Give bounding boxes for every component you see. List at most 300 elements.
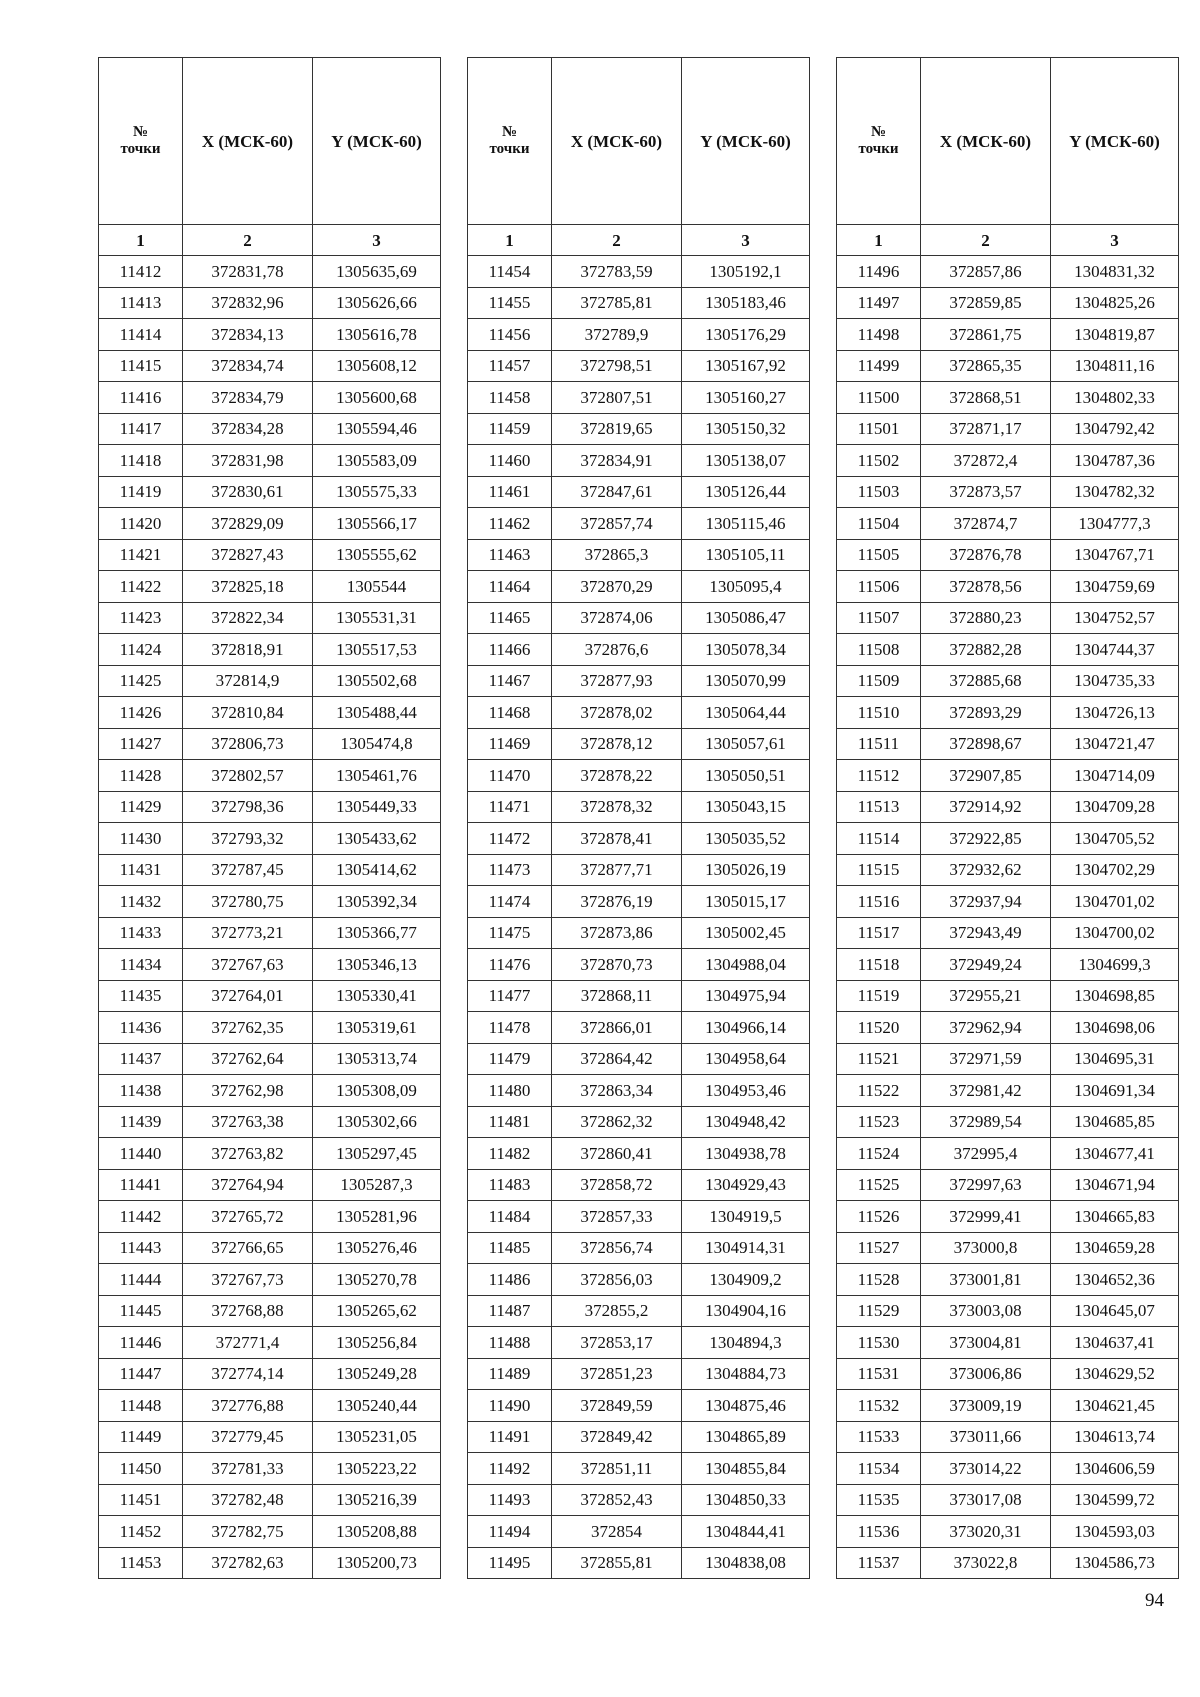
table-row: [837, 382, 1179, 414]
point-number-cell: 11422: [99, 571, 183, 603]
table-row: [468, 854, 810, 886]
x-coordinate-cell: 372834,13: [183, 319, 313, 351]
x-coordinate-cell: 372783,59: [552, 256, 682, 288]
point-number-cell: 11491: [468, 1421, 552, 1453]
point-number-cell: 11418: [99, 445, 183, 477]
x-coordinate-cell: 372877,93: [552, 665, 682, 697]
x-coordinate-cell: 372999,41: [921, 1201, 1051, 1233]
point-number-cell: 11473: [468, 854, 552, 886]
table-row: [468, 1012, 810, 1044]
table-row: [99, 760, 441, 792]
y-coordinate-cell: 1305346,13: [313, 949, 441, 981]
x-coordinate-cell: 372787,45: [183, 854, 313, 886]
point-number-cell: 11522: [837, 1075, 921, 1107]
table-row: [99, 949, 441, 981]
point-number-cell: 11512: [837, 760, 921, 792]
x-coordinate-cell: 372855,81: [552, 1547, 682, 1579]
table-row: [99, 634, 441, 666]
y-coordinate-cell: 1304875,46: [682, 1390, 810, 1422]
x-coordinate-cell: 372832,96: [183, 287, 313, 319]
table-row: [99, 571, 441, 603]
y-coordinate-cell: 1304699,3: [1051, 949, 1179, 981]
x-coordinate-cell: 372876,6: [552, 634, 682, 666]
point-number-cell: 11426: [99, 697, 183, 729]
point-number-cell: 11493: [468, 1484, 552, 1516]
table-row: [468, 1169, 810, 1201]
x-coordinate-cell: 372766,65: [183, 1232, 313, 1264]
y-coordinate-cell: 1305319,61: [313, 1012, 441, 1044]
x-coordinate-cell: 372880,23: [921, 602, 1051, 634]
table-row: [837, 1421, 1179, 1453]
x-header: X (МСК-60): [552, 58, 682, 225]
column-index-cell: 3: [1051, 225, 1179, 256]
y-coordinate-cell: 1304884,73: [682, 1358, 810, 1390]
table-row: [837, 1138, 1179, 1170]
point-number-cell: 11536: [837, 1516, 921, 1548]
x-coordinate-cell: 372955,21: [921, 980, 1051, 1012]
x-coordinate-cell: 372763,82: [183, 1138, 313, 1170]
x-coordinate-cell: 372834,74: [183, 350, 313, 382]
table-row: [468, 697, 810, 729]
x-coordinate-cell: 372872,4: [921, 445, 1051, 477]
x-coordinate-cell: 372907,85: [921, 760, 1051, 792]
coordinates-table-1: [98, 57, 441, 1579]
table-row: [468, 980, 810, 1012]
point-number-cell: 11498: [837, 319, 921, 351]
table-row: [468, 1421, 810, 1453]
y-coordinate-cell: 1304855,84: [682, 1453, 810, 1485]
y-coordinate-cell: 1304909,2: [682, 1264, 810, 1296]
point-number-cell: 11517: [837, 917, 921, 949]
y-coordinate-cell: 1305183,46: [682, 287, 810, 319]
point-number-cell: 11449: [99, 1421, 183, 1453]
table-row: [837, 949, 1179, 981]
point-number-cell: 11483: [468, 1169, 552, 1201]
point-number-cell: 11458: [468, 382, 552, 414]
point-header-label: точки: [489, 141, 530, 157]
column-index-cell: 3: [682, 225, 810, 256]
point-header-sign: №: [501, 124, 518, 140]
y-coordinate-cell: 1304787,36: [1051, 445, 1179, 477]
x-coordinate-cell: 372762,64: [183, 1043, 313, 1075]
x-coordinate-cell: 372798,51: [552, 350, 682, 382]
y-coordinate-cell: 1305461,76: [313, 760, 441, 792]
x-coordinate-cell: 372776,88: [183, 1390, 313, 1422]
table-row: [468, 1390, 810, 1422]
table-row: [99, 728, 441, 760]
table-row: [468, 1484, 810, 1516]
x-coordinate-cell: 372868,51: [921, 382, 1051, 414]
point-number-cell: 11415: [99, 350, 183, 382]
point-number-cell: 11414: [99, 319, 183, 351]
table-row: [468, 886, 810, 918]
x-coordinate-cell: 372898,67: [921, 728, 1051, 760]
table-row: [468, 791, 810, 823]
table-row: [99, 1327, 441, 1359]
table-row: [837, 445, 1179, 477]
y-coordinate-cell: 1304767,71: [1051, 539, 1179, 571]
y-coordinate-cell: 1305078,34: [682, 634, 810, 666]
x-coordinate-cell: 372893,29: [921, 697, 1051, 729]
x-coordinate-cell: 372882,28: [921, 634, 1051, 666]
x-coordinate-cell: 372781,33: [183, 1453, 313, 1485]
x-coordinate-cell: 372876,78: [921, 539, 1051, 571]
table-row: [837, 539, 1179, 571]
x-coordinate-cell: 372857,74: [552, 508, 682, 540]
y-coordinate-cell: 1305297,45: [313, 1138, 441, 1170]
point-number-cell: 11528: [837, 1264, 921, 1296]
x-coordinate-cell: 373014,22: [921, 1453, 1051, 1485]
y-coordinate-cell: 1304752,57: [1051, 602, 1179, 634]
table-row: [99, 980, 441, 1012]
point-number-cell: 11534: [837, 1453, 921, 1485]
y-header: Y (МСК-60): [1051, 58, 1179, 225]
column-index-cell: 1: [468, 225, 552, 256]
point-number-cell: 11526: [837, 1201, 921, 1233]
y-coordinate-cell: 1304701,02: [1051, 886, 1179, 918]
y-coordinate-cell: 1304811,16: [1051, 350, 1179, 382]
point-number-cell: 11476: [468, 949, 552, 981]
table-row: [468, 445, 810, 477]
point-number-cell: 11521: [837, 1043, 921, 1075]
table-row: [837, 728, 1179, 760]
x-coordinate-cell: 372831,78: [183, 256, 313, 288]
x-coordinate-cell: 372779,45: [183, 1421, 313, 1453]
table-row: [837, 634, 1179, 666]
point-number-cell: 11459: [468, 413, 552, 445]
y-coordinate-cell: 1304586,73: [1051, 1547, 1179, 1579]
point-number-cell: 11471: [468, 791, 552, 823]
table-row: [468, 634, 810, 666]
point-number-cell: 11484: [468, 1201, 552, 1233]
y-coordinate-cell: 1304645,07: [1051, 1295, 1179, 1327]
point-number-cell: 11467: [468, 665, 552, 697]
point-number-cell: 11429: [99, 791, 183, 823]
y-coordinate-cell: 1305287,3: [313, 1169, 441, 1201]
point-number-cell: 11535: [837, 1484, 921, 1516]
x-coordinate-cell: 372854: [552, 1516, 682, 1548]
coordinates-table-2: [467, 57, 810, 1579]
x-coordinate-cell: 373000,8: [921, 1232, 1051, 1264]
x-coordinate-cell: 372762,35: [183, 1012, 313, 1044]
x-coordinate-cell: 372878,56: [921, 571, 1051, 603]
x-coordinate-cell: 372782,48: [183, 1484, 313, 1516]
x-coordinate-cell: 372834,91: [552, 445, 682, 477]
point-number-cell: 11433: [99, 917, 183, 949]
table-row: [468, 1264, 810, 1296]
y-coordinate-cell: 1305086,47: [682, 602, 810, 634]
x-coordinate-cell: 372971,59: [921, 1043, 1051, 1075]
x-coordinate-cell: 372857,33: [552, 1201, 682, 1233]
x-coordinate-cell: 373003,08: [921, 1295, 1051, 1327]
y-coordinate-cell: 1305616,78: [313, 319, 441, 351]
y-coordinate-cell: 1305231,05: [313, 1421, 441, 1453]
y-coordinate-cell: 1304966,14: [682, 1012, 810, 1044]
y-coordinate-cell: 1305575,33: [313, 476, 441, 508]
x-coordinate-cell: 372762,98: [183, 1075, 313, 1107]
table-row: [468, 602, 810, 634]
y-coordinate-cell: 1304904,16: [682, 1295, 810, 1327]
point-header-label: точки: [120, 141, 161, 157]
y-coordinate-cell: 1304838,08: [682, 1547, 810, 1579]
y-coordinate-cell: 1305474,8: [313, 728, 441, 760]
x-coordinate-cell: 372806,73: [183, 728, 313, 760]
y-coordinate-cell: 1304948,42: [682, 1106, 810, 1138]
table-row: [99, 1390, 441, 1422]
table-row: [99, 476, 441, 508]
y-coordinate-cell: 1305449,33: [313, 791, 441, 823]
table-row: [99, 1484, 441, 1516]
table-row: [99, 823, 441, 855]
x-coordinate-cell: 372798,36: [183, 791, 313, 823]
x-coordinate-cell: 372981,42: [921, 1075, 1051, 1107]
table-row: [837, 1106, 1179, 1138]
y-header: Y (МСК-60): [682, 58, 810, 225]
point-number-cell: 11466: [468, 634, 552, 666]
point-number-cell: 11481: [468, 1106, 552, 1138]
x-header: X (МСК-60): [921, 58, 1051, 225]
point-number-cell: 11412: [99, 256, 183, 288]
point-number-cell: 11487: [468, 1295, 552, 1327]
y-coordinate-cell: 1305517,53: [313, 634, 441, 666]
y-coordinate-cell: 1305200,73: [313, 1547, 441, 1579]
point-number-cell: 11436: [99, 1012, 183, 1044]
column-index-cell: 1: [837, 225, 921, 256]
point-number-cell: 11477: [468, 980, 552, 1012]
point-number-cell: 11525: [837, 1169, 921, 1201]
point-number-cell: 11442: [99, 1201, 183, 1233]
point-number-cell: 11478: [468, 1012, 552, 1044]
y-coordinate-cell: 1305138,07: [682, 445, 810, 477]
x-coordinate-cell: 372878,32: [552, 791, 682, 823]
point-number-cell: 11455: [468, 287, 552, 319]
table-row: [99, 1358, 441, 1390]
table-row: [468, 760, 810, 792]
point-number-header: [468, 58, 552, 225]
y-coordinate-cell: 1305249,28: [313, 1358, 441, 1390]
x-coordinate-cell: 372868,11: [552, 980, 682, 1012]
y-coordinate-cell: 1305150,32: [682, 413, 810, 445]
table-row: [468, 382, 810, 414]
x-coordinate-cell: 372873,86: [552, 917, 682, 949]
x-coordinate-cell: 372822,34: [183, 602, 313, 634]
x-coordinate-cell: 372818,91: [183, 634, 313, 666]
table-row: [99, 1169, 441, 1201]
point-number-cell: 11532: [837, 1390, 921, 1422]
x-coordinate-cell: 372855,2: [552, 1295, 682, 1327]
y-coordinate-cell: 1304975,94: [682, 980, 810, 1012]
column-index-row: [468, 225, 810, 256]
table-row: [837, 602, 1179, 634]
table-row: [837, 1169, 1179, 1201]
point-number-cell: 11504: [837, 508, 921, 540]
x-coordinate-cell: 372852,43: [552, 1484, 682, 1516]
point-number-cell: 11485: [468, 1232, 552, 1264]
x-coordinate-cell: 373022,8: [921, 1547, 1051, 1579]
x-coordinate-cell: 372859,85: [921, 287, 1051, 319]
point-number-cell: 11416: [99, 382, 183, 414]
x-coordinate-cell: 372793,32: [183, 823, 313, 855]
y-coordinate-cell: 1305160,27: [682, 382, 810, 414]
table-row: [837, 1358, 1179, 1390]
point-number-cell: 11447: [99, 1358, 183, 1390]
x-coordinate-cell: 372995,4: [921, 1138, 1051, 1170]
y-coordinate-cell: 1305043,15: [682, 791, 810, 823]
y-coordinate-cell: 1304613,74: [1051, 1421, 1179, 1453]
x-coordinate-cell: 372870,29: [552, 571, 682, 603]
x-coordinate-cell: 372873,57: [921, 476, 1051, 508]
table-row: [99, 413, 441, 445]
y-coordinate-cell: 1305414,62: [313, 854, 441, 886]
y-coordinate-cell: 1305026,19: [682, 854, 810, 886]
x-coordinate-cell: 373009,19: [921, 1390, 1051, 1422]
x-coordinate-cell: 372782,63: [183, 1547, 313, 1579]
table-row: [468, 1453, 810, 1485]
point-number-cell: 11424: [99, 634, 183, 666]
table-row: [99, 1516, 441, 1548]
x-coordinate-cell: 372874,7: [921, 508, 1051, 540]
x-coordinate-cell: 373020,31: [921, 1516, 1051, 1548]
table-row: [468, 1106, 810, 1138]
point-number-cell: 11505: [837, 539, 921, 571]
point-number-cell: 11490: [468, 1390, 552, 1422]
x-coordinate-cell: 372962,94: [921, 1012, 1051, 1044]
x-coordinate-cell: 372877,71: [552, 854, 682, 886]
y-coordinate-cell: 1305223,22: [313, 1453, 441, 1485]
point-number-cell: 11437: [99, 1043, 183, 1075]
y-coordinate-cell: 1304894,3: [682, 1327, 810, 1359]
point-number-cell: 11513: [837, 791, 921, 823]
y-coordinate-cell: 1304929,43: [682, 1169, 810, 1201]
point-number-cell: 11438: [99, 1075, 183, 1107]
point-number-cell: 11523: [837, 1106, 921, 1138]
table-row: [468, 413, 810, 445]
table-row: [468, 508, 810, 540]
x-coordinate-cell: 372856,03: [552, 1264, 682, 1296]
point-number-cell: 11430: [99, 823, 183, 855]
table-row: [468, 949, 810, 981]
point-number-cell: 11489: [468, 1358, 552, 1390]
y-coordinate-cell: 1305216,39: [313, 1484, 441, 1516]
table-row: [99, 539, 441, 571]
point-number-cell: 11462: [468, 508, 552, 540]
x-coordinate-cell: 372864,42: [552, 1043, 682, 1075]
point-header-sign: №: [870, 124, 887, 140]
table-row: [99, 382, 441, 414]
point-number-cell: 11432: [99, 886, 183, 918]
table-row: [99, 697, 441, 729]
y-coordinate-cell: 1305281,96: [313, 1201, 441, 1233]
table-row: [99, 350, 441, 382]
table-row: [837, 571, 1179, 603]
point-number-cell: 11500: [837, 382, 921, 414]
table-row: [837, 760, 1179, 792]
x-coordinate-cell: 372827,43: [183, 539, 313, 571]
y-coordinate-cell: 1304988,04: [682, 949, 810, 981]
y-coordinate-cell: 1304726,13: [1051, 697, 1179, 729]
y-coordinate-cell: 1305433,62: [313, 823, 441, 855]
x-coordinate-cell: 372849,59: [552, 1390, 682, 1422]
table-row: [468, 476, 810, 508]
header-row: [837, 58, 1179, 225]
x-coordinate-cell: 372876,19: [552, 886, 682, 918]
y-coordinate-cell: 1304721,47: [1051, 728, 1179, 760]
point-number-cell: 11463: [468, 539, 552, 571]
x-coordinate-cell: 372870,73: [552, 949, 682, 981]
point-number-cell: 11428: [99, 760, 183, 792]
table-row: [468, 1138, 810, 1170]
point-number-cell: 11445: [99, 1295, 183, 1327]
y-coordinate-cell: 1304599,72: [1051, 1484, 1179, 1516]
x-coordinate-cell: 372851,23: [552, 1358, 682, 1390]
column-index-row: [99, 225, 441, 256]
table-row: [99, 665, 441, 697]
table-row: [468, 319, 810, 351]
header-row: [99, 58, 441, 225]
y-coordinate-cell: 1305502,68: [313, 665, 441, 697]
x-coordinate-cell: 372834,28: [183, 413, 313, 445]
x-coordinate-cell: 372878,12: [552, 728, 682, 760]
point-number-cell: 11515: [837, 854, 921, 886]
table-row: [468, 256, 810, 288]
point-number-cell: 11439: [99, 1106, 183, 1138]
y-coordinate-cell: 1305544: [313, 571, 441, 603]
point-number-cell: 11419: [99, 476, 183, 508]
x-coordinate-cell: 372932,62: [921, 854, 1051, 886]
y-coordinate-cell: 1305240,44: [313, 1390, 441, 1422]
y-coordinate-cell: 1305256,84: [313, 1327, 441, 1359]
page-number: 94: [1145, 1590, 1164, 1611]
column-index-cell: 3: [313, 225, 441, 256]
point-number-cell: 11520: [837, 1012, 921, 1044]
x-coordinate-cell: 372782,75: [183, 1516, 313, 1548]
table-row: [468, 1075, 810, 1107]
x-coordinate-cell: 372949,24: [921, 949, 1051, 981]
point-number-cell: 11421: [99, 539, 183, 571]
table-row: [468, 728, 810, 760]
x-coordinate-cell: 372878,22: [552, 760, 682, 792]
point-number-cell: 11496: [837, 256, 921, 288]
point-number-cell: 11530: [837, 1327, 921, 1359]
x-coordinate-cell: 372763,38: [183, 1106, 313, 1138]
table-row: [837, 1201, 1179, 1233]
y-coordinate-cell: 1304744,37: [1051, 634, 1179, 666]
table-row: [99, 508, 441, 540]
point-number-cell: 11441: [99, 1169, 183, 1201]
point-number-cell: 11499: [837, 350, 921, 382]
table-row: [837, 854, 1179, 886]
point-number-header: [837, 58, 921, 225]
x-coordinate-cell: 372765,72: [183, 1201, 313, 1233]
point-number-cell: 11440: [99, 1138, 183, 1170]
point-number-cell: 11475: [468, 917, 552, 949]
point-number-cell: 11482: [468, 1138, 552, 1170]
y-coordinate-cell: 1305265,62: [313, 1295, 441, 1327]
y-coordinate-cell: 1305192,1: [682, 256, 810, 288]
y-coordinate-cell: 1304691,34: [1051, 1075, 1179, 1107]
x-coordinate-cell: 372780,75: [183, 886, 313, 918]
table-row: [99, 1075, 441, 1107]
point-number-cell: 11427: [99, 728, 183, 760]
y-coordinate-cell: 1304677,41: [1051, 1138, 1179, 1170]
x-coordinate-cell: 372871,17: [921, 413, 1051, 445]
y-coordinate-cell: 1305105,11: [682, 539, 810, 571]
y-coordinate-cell: 1304606,59: [1051, 1453, 1179, 1485]
y-coordinate-cell: 1304698,06: [1051, 1012, 1179, 1044]
point-number-cell: 11444: [99, 1264, 183, 1296]
x-coordinate-cell: 372764,94: [183, 1169, 313, 1201]
y-coordinate-cell: 1304865,89: [682, 1421, 810, 1453]
